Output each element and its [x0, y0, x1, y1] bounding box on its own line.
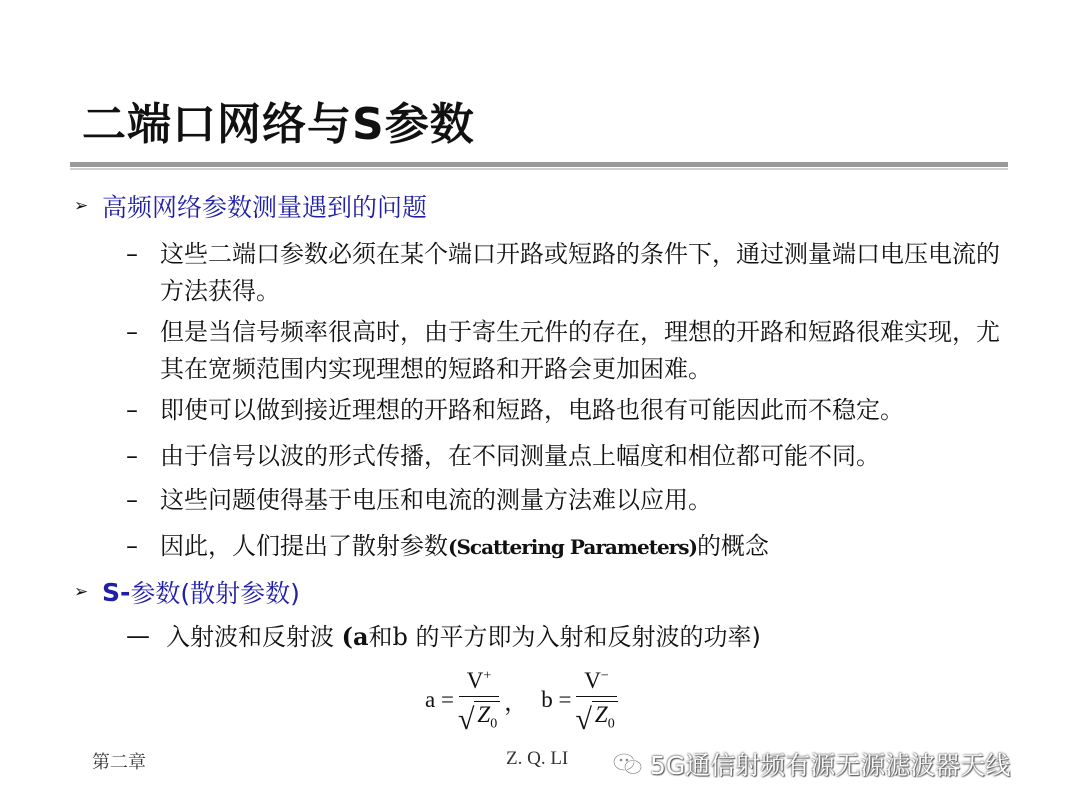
formula-b-subscript: 0 [607, 716, 615, 732]
wechat-icon [612, 751, 644, 777]
list-item: 这些问题使得基于电压和电流的测量方法难以应用。 [160, 486, 712, 514]
dash-bullet-icon: – [126, 318, 138, 346]
formula-b-superscript: − [600, 668, 609, 684]
arrow-bullet-icon: ➢ [74, 582, 89, 602]
s-prefix: S- [102, 577, 131, 607]
wave-a-label: (a [341, 622, 369, 651]
formula-b-denominator: Z [594, 702, 608, 727]
title-divider-shadow [70, 168, 1008, 170]
list-item-concept [160, 528, 1020, 566]
s-param-formula [425, 668, 622, 736]
formula-b-fraction [575, 668, 617, 736]
sqrt-icon: √ [457, 702, 475, 736]
formula-b-lhs: b = [541, 687, 572, 713]
dash-bullet-icon: – [126, 532, 138, 560]
formula-a-denominator: Z [477, 702, 491, 727]
dash-bullet-icon: – [126, 396, 138, 424]
footer-chapter: 第二章 [92, 752, 146, 773]
list-item: 但是当信号频率很高时，由于寄生元件的存在，理想的开路和短路很难实现，尤其在宽频范围内实现理想的短路和开路会更加困难。 [160, 318, 1000, 383]
formula-a-superscript: + [483, 668, 492, 684]
section-heading-paren: (散射参数) [180, 579, 300, 608]
footer-author: Z. Q. LI [506, 748, 569, 769]
waves-text-suffix: 的平方即为入射和反射波的功率) [415, 623, 761, 651]
dash-bullet-icon: – [126, 486, 138, 514]
section-heading-s-params [74, 574, 300, 610]
list-item: 这些二端口参数必须在某个端口开路或短路的条件下，通过测量端口电压电流的方法获得。 [160, 240, 1000, 305]
watermark-text: 5G通信射频有源无源滤波器天线 [650, 751, 1011, 780]
arrow-bullet-icon: ➢ [74, 196, 89, 216]
wave-b-label: b [392, 623, 416, 651]
section-heading-problems [74, 188, 427, 224]
sqrt-icon: √ [575, 702, 592, 736]
formula-a-lhs: a = [425, 687, 454, 713]
formula-a-subscript: 0 [490, 716, 498, 732]
formula-a-fraction [457, 668, 500, 736]
waves-text: 入射波和反射波 [166, 623, 342, 651]
formula-a-numerator: V [466, 668, 484, 693]
formula-b-numerator: V [584, 668, 601, 693]
section-heading-text: 参数 [130, 579, 181, 608]
dash-bullet-icon: – [126, 442, 138, 470]
waves-and: 和 [368, 623, 393, 651]
title-divider [70, 162, 1008, 167]
page-title: 二端口网络与S参数 [82, 99, 475, 150]
list-item-waves [166, 618, 1026, 656]
list-item: 由于信号以波的形式传播，在不同测量点上幅度和相位都可能不同。 [160, 442, 880, 470]
list-item: 即使可以做到接近理想的开路和短路，电路也很有可能因此而不稳定。 [160, 396, 904, 424]
concept-english-term: (Scattering Parameters) [448, 535, 697, 559]
dash-bullet-icon: – [126, 240, 138, 268]
concept-text-suffix: 的概念 [696, 532, 769, 560]
watermark [612, 746, 1010, 782]
section-heading-text: 高频网络参数测量遇到的问题 [102, 193, 428, 222]
dash-bullet-icon: — [126, 622, 150, 650]
formula-separator: ， [504, 689, 528, 715]
concept-text: 因此，人们提出了散射参数 [160, 532, 448, 560]
